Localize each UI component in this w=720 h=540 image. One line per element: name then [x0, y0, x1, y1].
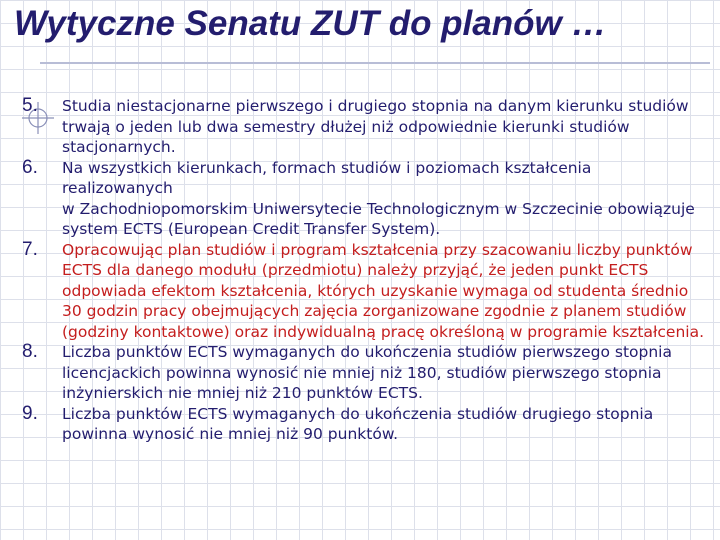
title-divider — [40, 62, 710, 64]
item-text: Liczba punktów ECTS wymaganych do ukończenia studiów pierwszego stopnia licencjackich powinna wynosić nie mniej niż 180, studiów pierwszego stopnia inżynierskich nie mniej niż 210 punktów ECTS. — [62, 343, 672, 402]
guidelines-list — [20, 96, 715, 445]
list-item — [20, 404, 715, 445]
item-number: 7. — [22, 238, 38, 260]
item-text: Liczba punktów ECTS wymaganych do ukończenia studiów drugiego stopnia powinna wynosić nie mniej niż 90 punktów. — [62, 404, 654, 443]
list-item — [20, 158, 715, 240]
item-text-highlighted: Opracowując plan studiów i program kształcenia przy szacowaniu liczby punktów ECTS dla danego modułu (przedmiotu) należy przyjąć, że jeden punkt ECTS odpowiada efektom kształcenia, których uzyskanie wymaga od studenta średnio 30 godzin pracy obejmujących zajęcia zorganizowane zgodnie z planem studiów (godziny kontaktowe) oraz indywidualną pracę określoną w programie kształcenia. — [62, 240, 705, 341]
item-text: Studia niestacjonarne pierwszego i drugiego stopnia na danym kierunku studiów trwają o jeden lub dwa semestry dłużej niż odpowiednie kierunki studiów stacjonarnych. — [62, 97, 689, 156]
item-number: 8. — [22, 341, 38, 362]
list-item — [20, 240, 715, 343]
item-number: 6. — [22, 156, 38, 178]
item-number: 9. — [22, 402, 38, 424]
item-number: 5. — [22, 95, 38, 116]
list-item — [20, 342, 715, 404]
list-item — [20, 96, 715, 158]
slide-title: Wytyczne Senatu ZUT do planów … — [14, 4, 607, 43]
item-text: Na wszystkich kierunkach, formach studiów i poziomach kształcenia realizowanych w Zachodniopomorskim Uniwersytecie Technologicznym w Szczecinie obowiązuje system ECTS (European Credit Transfer System). — [62, 158, 695, 238]
